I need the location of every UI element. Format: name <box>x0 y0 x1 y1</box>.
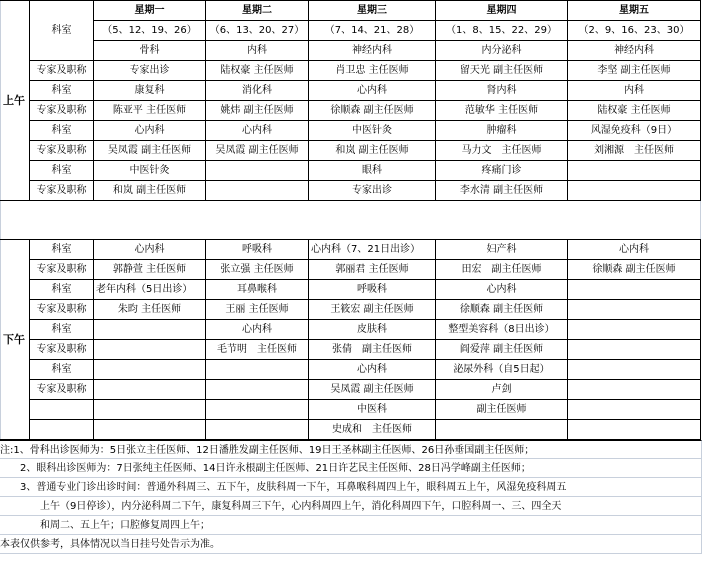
cell <box>206 380 309 400</box>
cell: 心内科（7、21日出诊） <box>309 240 436 260</box>
cell: 呼吸科 <box>309 280 436 300</box>
section-gap <box>1 201 701 240</box>
cell: 马力文 主任医师 <box>436 141 568 161</box>
row-type: 专家及职称 <box>30 300 94 320</box>
cell <box>94 360 206 380</box>
cell <box>568 320 701 340</box>
note-line: 和周二、五上午；口腔修复周四上午； <box>0 516 702 535</box>
table-row <box>1 41 701 61</box>
cell: 徐顺森 副主任医师 <box>436 300 568 320</box>
cell: 史成和 主任医师 <box>309 420 436 440</box>
cell: 和岚 副主任医师 <box>309 141 436 161</box>
cell: 老年内科（5日出诊） <box>94 280 206 300</box>
morning-label: 上午 <box>1 1 30 201</box>
cell: 陆权豪 主任医师 <box>568 101 701 121</box>
cell: 吴凤霞 副主任医师 <box>94 141 206 161</box>
cell: 疼痛门诊 <box>436 161 568 181</box>
cell: 中医针灸 <box>309 121 436 141</box>
cell: 郭静萱 主任医师 <box>94 260 206 280</box>
cell: 中医科 <box>309 400 436 420</box>
table-row <box>1 121 701 141</box>
afternoon-label: 下午 <box>1 240 30 440</box>
cell: 肾内科 <box>436 81 568 101</box>
cell <box>94 420 206 440</box>
cell: 陈亚平 主任医师 <box>94 101 206 121</box>
cell: 肿瘤科 <box>436 121 568 141</box>
cell <box>94 400 206 420</box>
cell: 张倩 副主任医师 <box>309 340 436 360</box>
cell: 刘湘源 主任医师 <box>568 141 701 161</box>
cell: 郭丽君 主任医师 <box>309 260 436 280</box>
table-row <box>1 81 701 101</box>
day-fri: 星期五 <box>568 1 701 21</box>
cell: 心内科 <box>94 240 206 260</box>
row-type: 科室 <box>30 161 94 181</box>
cell <box>568 360 701 380</box>
cell: 王丽 主任医师 <box>206 300 309 320</box>
row-type: 科室 <box>30 320 94 340</box>
cell <box>206 161 309 181</box>
cell: 风湿免疫科（9日） <box>568 121 701 141</box>
table-row <box>1 240 701 260</box>
table-row <box>1 101 701 121</box>
cell: 陆权豪 主任医师 <box>206 61 309 81</box>
cell: 姚炜 副主任医师 <box>206 101 309 121</box>
note-line: 3、普通专业门诊出诊时间：普通外科周三、五下午，皮肤科周一下午，耳鼻喉科周四上午，眼科周五上午，风湿免疫科周五 <box>0 478 702 497</box>
note-line: 上午（9日停诊），内分泌科周二下午，康复科周三下午，心内科周四上午，消化科周四下午，口腔科周一、三、四全天 <box>0 497 702 516</box>
cell: 副主任医师 <box>436 400 568 420</box>
cell <box>568 181 701 201</box>
cell: 田宏 副主任医师 <box>436 260 568 280</box>
cell: 神经内科 <box>568 41 701 61</box>
day-tue: 星期二 <box>206 1 309 21</box>
cell: 心内科 <box>309 360 436 380</box>
header-row-dates <box>1 21 701 41</box>
table-row <box>1 300 701 320</box>
cell: 消化科 <box>206 81 309 101</box>
cell <box>206 181 309 201</box>
cell <box>568 380 701 400</box>
row-type <box>30 400 94 420</box>
dates-thu: （1、8、15、22、29） <box>436 21 568 41</box>
table-row <box>1 181 701 201</box>
cell: 范敏华 主任医师 <box>436 101 568 121</box>
cell <box>568 280 701 300</box>
cell: 妇产科 <box>436 240 568 260</box>
cell: 中医针灸 <box>94 161 206 181</box>
cell: 整型美容科（8日出诊） <box>436 320 568 340</box>
notes-section <box>0 440 702 554</box>
cell: 留天光 副主任医师 <box>436 61 568 81</box>
day-thu: 星期四 <box>436 1 568 21</box>
row-type: 科室 <box>30 121 94 141</box>
cell <box>206 420 309 440</box>
cell: 肖卫忠 主任医师 <box>309 61 436 81</box>
cell: 康复科 <box>94 81 206 101</box>
cell: 吴凤霞 副主任医师 <box>309 380 436 400</box>
table-row <box>1 260 701 280</box>
note-line: 2、眼科出诊医师为：7日张纯主任医师、14日许永根副主任医师、21日许艺民主任医师、28日冯学峰副主任医师； <box>0 459 702 478</box>
cell <box>436 420 568 440</box>
row-type: 科室 <box>30 81 94 101</box>
cell: 李水清 副主任医师 <box>436 181 568 201</box>
table-row <box>1 340 701 360</box>
row-type: 科室 <box>30 360 94 380</box>
cell: 王筱宏 副主任医师 <box>309 300 436 320</box>
cell <box>94 380 206 400</box>
cell: 徐顺森 副主任医师 <box>568 260 701 280</box>
header-dept-label: 科室 <box>30 1 94 61</box>
cell: 泌尿外科（自5日起） <box>436 360 568 380</box>
cell: 徐顺森 副主任医师 <box>309 101 436 121</box>
table-row <box>1 280 701 300</box>
cell <box>568 161 701 181</box>
cell <box>568 300 701 320</box>
cell: 李坚 副主任医师 <box>568 61 701 81</box>
table-row <box>1 420 701 440</box>
cell: 心内科 <box>309 81 436 101</box>
row-type: 专家及职称 <box>30 101 94 121</box>
table-row <box>1 61 701 81</box>
cell: 眼科 <box>309 161 436 181</box>
day-wed: 星期三 <box>309 1 436 21</box>
dates-fri: （2、9、16、23、30） <box>568 21 701 41</box>
cell: 骨科 <box>94 41 206 61</box>
cell: 专家出诊 <box>309 181 436 201</box>
cell <box>568 400 701 420</box>
cell: 心内科 <box>568 240 701 260</box>
day-mon: 星期一 <box>94 1 206 21</box>
cell: 专家出诊 <box>94 61 206 81</box>
row-type: 专家及职称 <box>30 260 94 280</box>
row-type: 专家及职称 <box>30 380 94 400</box>
table-row <box>1 141 701 161</box>
cell: 内分泌科 <box>436 41 568 61</box>
table-row <box>1 320 701 340</box>
table-row <box>1 400 701 420</box>
table-row <box>1 360 701 380</box>
cell: 阎爱萍 副主任医师 <box>436 340 568 360</box>
row-type: 专家及职称 <box>30 181 94 201</box>
cell <box>94 340 206 360</box>
spacer <box>1 201 701 240</box>
cell: 朱昀 主任医师 <box>94 300 206 320</box>
dates-wed: （7、14、21、28） <box>309 21 436 41</box>
table-row <box>1 380 701 400</box>
dates-mon: （5、12、19、26） <box>94 21 206 41</box>
cell: 内科 <box>568 81 701 101</box>
cell: 和岚 副主任医师 <box>94 181 206 201</box>
cell <box>206 400 309 420</box>
cell: 心内科 <box>206 320 309 340</box>
row-type: 专家及职称 <box>30 340 94 360</box>
row-type: 专家及职称 <box>30 141 94 161</box>
row-type: 科室 <box>30 240 94 260</box>
cell <box>94 320 206 340</box>
cell: 心内科 <box>94 121 206 141</box>
cell: 吴凤霞 副主任医师 <box>206 141 309 161</box>
row-type <box>30 420 94 440</box>
table-row <box>1 161 701 181</box>
cell: 毛节明 主任医师 <box>206 340 309 360</box>
cell: 神经内科 <box>309 41 436 61</box>
cell: 卢剑 <box>436 380 568 400</box>
row-type: 科室 <box>30 280 94 300</box>
cell: 皮肤科 <box>309 320 436 340</box>
cell: 张立强 主任医师 <box>206 260 309 280</box>
cell: 呼吸科 <box>206 240 309 260</box>
cell <box>206 360 309 380</box>
header-row-days <box>1 1 701 21</box>
note-line: 注:1、骨科出诊医师为：5日张立主任医师、12日潘胜发副主任医师、19日王圣林副主任医师、26日孙垂国副主任医师； <box>0 440 702 459</box>
row-type: 专家及职称 <box>30 61 94 81</box>
cell <box>568 420 701 440</box>
cell: 耳鼻喉科 <box>206 280 309 300</box>
cell: 内科 <box>206 41 309 61</box>
cell: 心内科 <box>206 121 309 141</box>
cell <box>568 340 701 360</box>
dates-tue: （6、13、20、27） <box>206 21 309 41</box>
cell: 心内科 <box>436 280 568 300</box>
disclaimer: 本表仅供参考，具体情况以当日挂号处告示为准。 <box>0 535 702 554</box>
